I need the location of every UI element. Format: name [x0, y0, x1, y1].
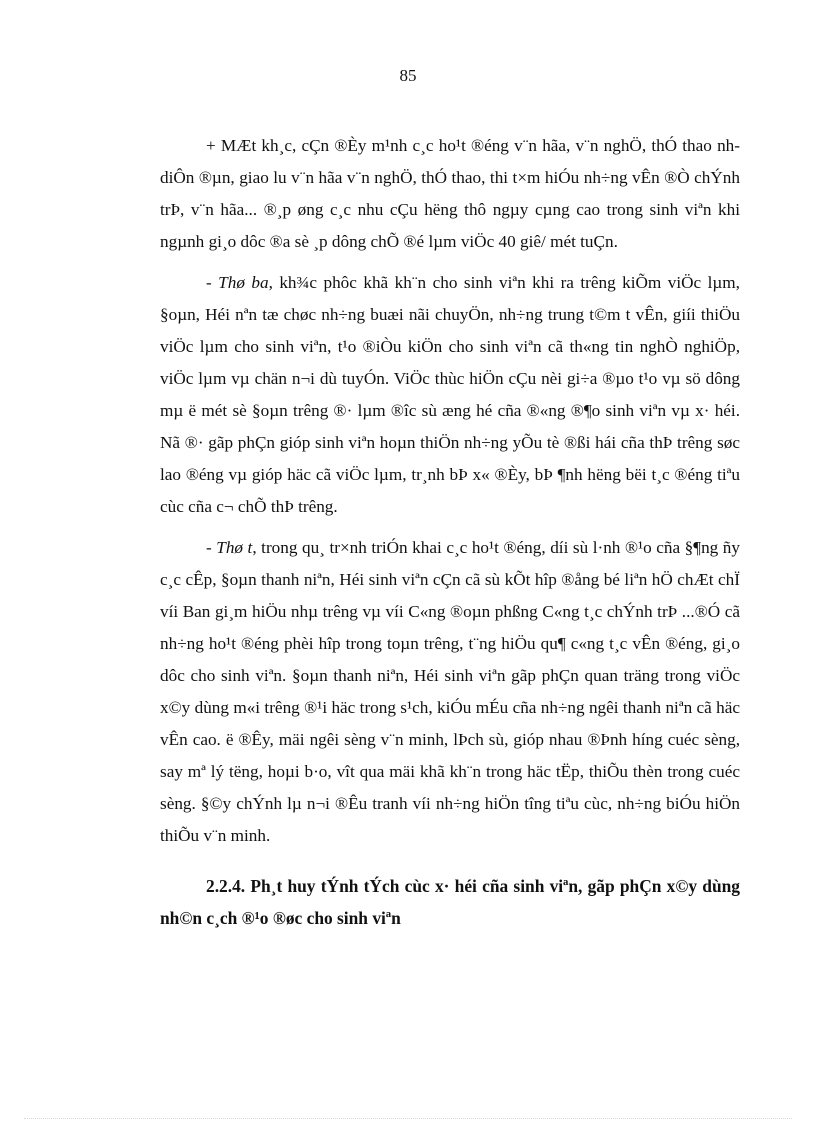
paragraph-lead: - Thø ba: [206, 273, 269, 292]
paragraph-text: + MÆt kh¸c, cÇn ®Èy m¹nh c¸c ho¹t ®éng v¨n hãa, v¨n nghÖ, thÓ thao nh diÔn ®µn, giao lu v¨n hãa v¨n nghÖ, thÓ thao, thi t×m hiÓu nh÷ng vÊn ®Ò chÝnh trÞ, v¨n hãa... ®¸p øng c¸c nhu cÇu hëng thô ngµy cµng cao trong sinh viªn khi ngµnh gi¸o dôc ®a sè ¸p dông chÕ ®é lµm viÖc 40 giê/ mét tuÇn.: [160, 136, 740, 251]
paragraph-third: [160, 267, 740, 523]
page-number: 85: [399, 66, 417, 85]
page-bottom-border: [24, 1118, 792, 1119]
section-heading: 2.2.4. Ph¸t huy tÝnh tÝch cùc x· héi cña sinh viªn, gãp phÇn x©y dùng nh©n c¸ch ®¹o ®øc cho sinh viªn: [160, 876, 740, 928]
paragraph-text: , trong qu¸ tr×nh triÓn khai c¸c ho¹t ®éng, díi sù l·nh ®¹o cña §¶ng ñy c¸c cÊp, §oµn thanh niªn, Héi sinh viªn cÇn cã sù kÕt hîp ®ång bé liªn hÖ chÆt chÏ víi Ban gi¸m hiÖu nhµ trêng vµ víi C«ng ®oµn phßng C«ng t¸c chÝnh trÞ ...®Ó cã nh÷ng ho¹t ®éng phèi hîp trong toµn trêng, t¨ng hiÖu qu¶ c«ng t¸c vÊn ®éng, gi¸o dôc cho sinh viªn. §oµn thanh niªn, Héi sinh viªn gãp phÇn quan träng trong viÖc x©y dùng m«i trêng ®¹i häc trong s¹ch, kiÓu mÉu cña nh÷ng ngêi thanh niªn cã häc vÊn cao. ë ®Êy, mäi ngêi sèng v¨n minh, lÞch sù, gióp nhau ®Þnh híng cuéc sèng, say mª lý tëng, hoµi b·o, vît qua mäi khã kh¨n trong häc tËp, thiÕu thèn trong cuéc sèng. §©y chÝnh lµ n¬i ®Êu tranh víi nh÷ng hiÖn tîng tiªu cùc, nh÷ng biÓu hiÖn thiÕu v¨n minh.: [160, 538, 740, 845]
paragraph-fourth: [160, 532, 740, 852]
paragraph-activities: [160, 130, 740, 258]
document-body: [160, 130, 740, 934]
paragraph-lead: - Thø t: [206, 538, 253, 557]
paragraph-text: , kh¾c phôc khã kh¨n cho sinh viªn khi ra trêng kiÕm viÖc lµm, §oµn, Héi nªn tæ chøc nh÷ng buæi nãi chuyÖn, nh÷ng trung t©m t vÊn, giíi thiÖu viÖc lµm cho sinh viªn, t¹o ®iÒu kiÖn cho sinh viªn cã th«ng tin nghÒ nghiÖp, viÖc lµm vµ chän n¬i dù tuyÓn. ViÖc thùc hiÖn cÇu nèi gi÷a ®µo t¹o vµ sö dông mµ ë mét sè §oµn trêng ®· lµm ®îc sù æng hé cña ®«ng ®¶o sinh viªn vµ x· héi. Nã ®· gãp phÇn gióp sinh viªn hoµn thiÖn nh÷ng yÕu tè ®ßi hái cña thÞ trêng søc lao ®éng vµ gióp häc cã viÖc lµm, tr¸nh bÞ x« ®Èy, bÞ ¶nh hëng bëi t¸c ®éng tiªu cùc cña c¬ chÕ thÞ trêng.: [160, 273, 740, 516]
